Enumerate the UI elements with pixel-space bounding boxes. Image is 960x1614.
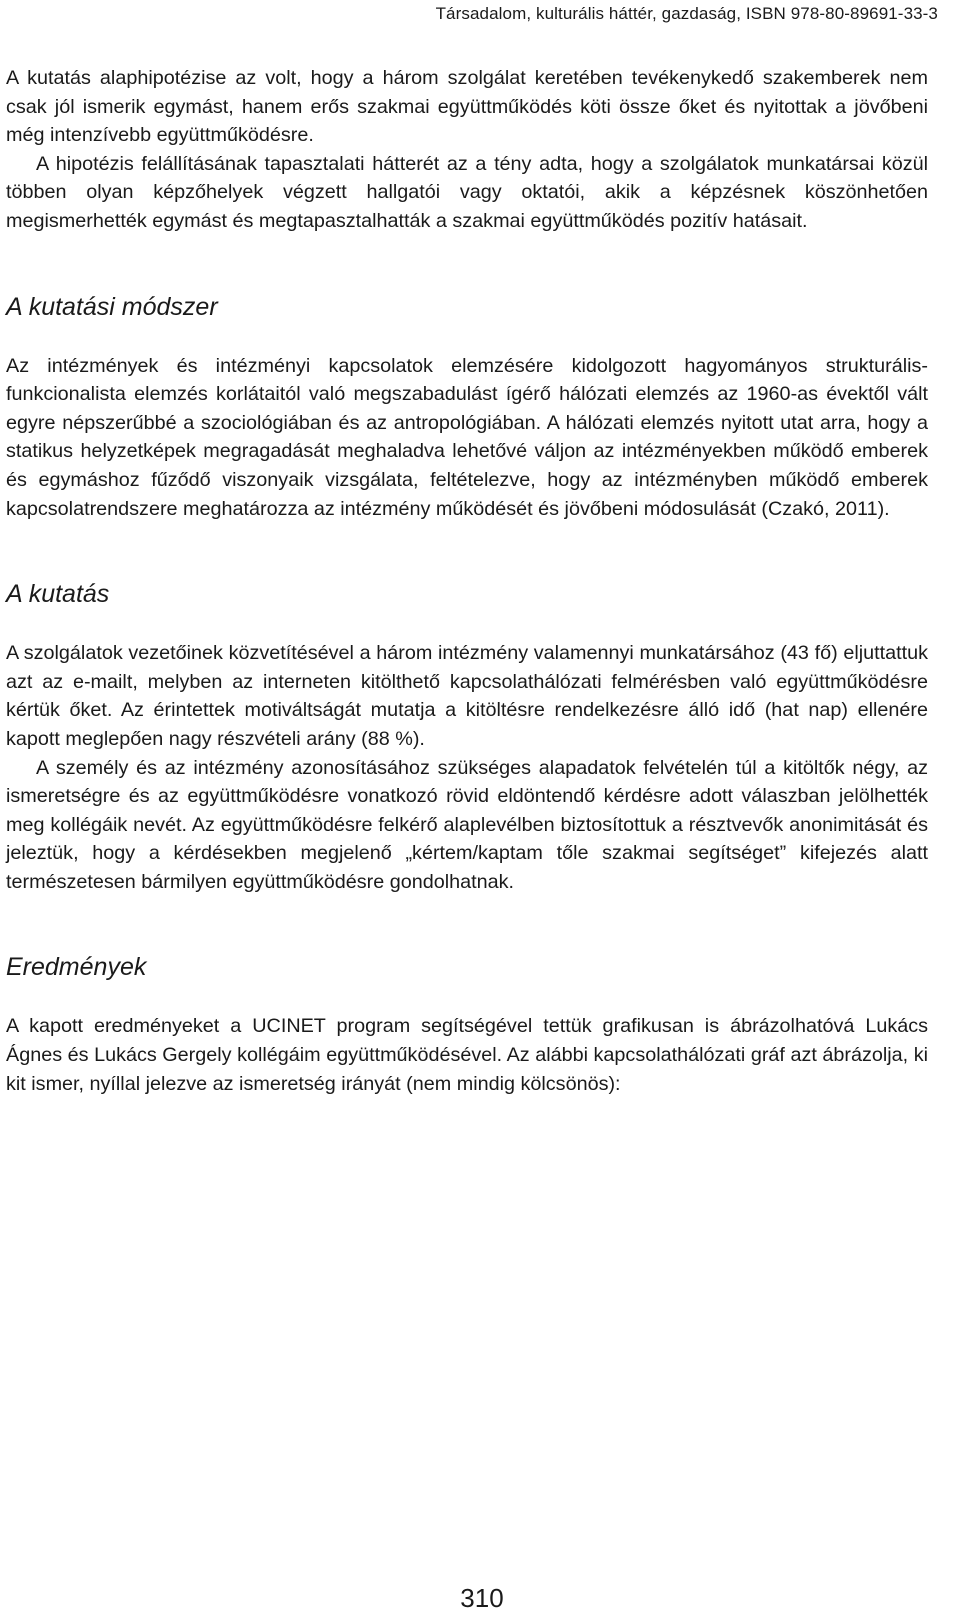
section-results <box>6 952 928 1098</box>
section-method <box>6 292 928 524</box>
paragraph: A személy és az intézmény azonosításához szükséges alapadatok felvételén túl a kitöltők négy, az ismeretségre és az együttműködésre vonatkozó rövid eldöntendő kérdésre adott válaszban jelölhették meg kollégáik nevét. Az együttműködésre felkérő alaplevélben biztosítottuk a résztvevők anonimitását és jeleztük, hogy a kérdésekben megjelenő „kértem/kaptam tőle szakmai segítséget” kifejezés alatt természetesen bármilyen együttműködésre gondolhatnak. <box>6 756 928 893</box>
paragraph: Az intézmények és intézményi kapcsolatok elemzésére kidolgozott hagyományos strukturális-funkcionalista elemzés korlátaitól való megszabadulást ígérő hálózati elemzés az 1960-as évektől vált egyre népszerűbbé a szociológiában és az antropológiában. A hálózati elemzés nyitott utat arra, hogy a statikus helyzetképek megragadását meghaladva lehetővé váljon az intézményekben működő emberek és egymáshoz fűződő viszonyaik vizsgálata, feltételezve, hogy az intézményben működő emberek kapcsolatrendszere meghatározza az intézmény működését és jövőbeni módosulását (Czakó, 2011). <box>6 354 928 520</box>
paragraph: A hipotézis felállításának tapasztalati hátterét az a tény adta, hogy a szolgálatok munkatársai közül többen olyan képzőhelyek végzett hallgatói vagy oktatói, akik a képzésnek köszönhetően megismerhették egymást és megtapasztalhatták a szakmai együttműködés pozitív hatásait. <box>6 152 928 232</box>
page-number <box>0 1583 960 1614</box>
section-intro <box>6 64 928 236</box>
section-heading: A kutatás <box>6 580 110 609</box>
page-number-text: 310 <box>460 1583 504 1613</box>
section-heading: A kutatási módszer <box>6 292 218 321</box>
page-body <box>6 64 928 1098</box>
paragraph: A szolgálatok vezetőinek közvetítésével a három intézmény valamennyi munkatársához (43 fő) eljuttattuk azt az e-mailt, melyben az interneten kitölthető kapcsolathálózati felmérésben való együttműködésre kértük őket. Az érintettek motiváltságát mutatja a kitöltésre rendelkezésre álló idő (hat nap) ellenére kapott meglepően nagy részvételi arány (88 %). <box>6 642 928 750</box>
paragraph: A kutatás alaphipotézise az volt, hogy a három szolgálat keretében tevékenykedő szakemberek nem csak jól ismerik egymást, hanem erős szakmai együttműködés köti össze őket és nyitottak a jövőbeni még intenzívebb együttműködésre. <box>6 67 928 147</box>
section-heading: Eredmények <box>6 953 147 982</box>
paragraph: A kapott eredményeket a UCINET program segítségével tettük grafikusan is ábrázolhatóvá Lukács Ágnes és Lukács Gergely kollégáim együttműködésével. Az alábbi kapcsolathálózati gráf azt ábrázolja, ki kit ismer, nyíllal jelezve az ismeretség irányát (nem mindig kölcsönös): <box>6 1015 928 1095</box>
running-header: Társadalom, kulturális háttér, gazdaság, ISBN 978-80-89691-33-3 <box>435 4 938 23</box>
section-research <box>6 579 928 896</box>
